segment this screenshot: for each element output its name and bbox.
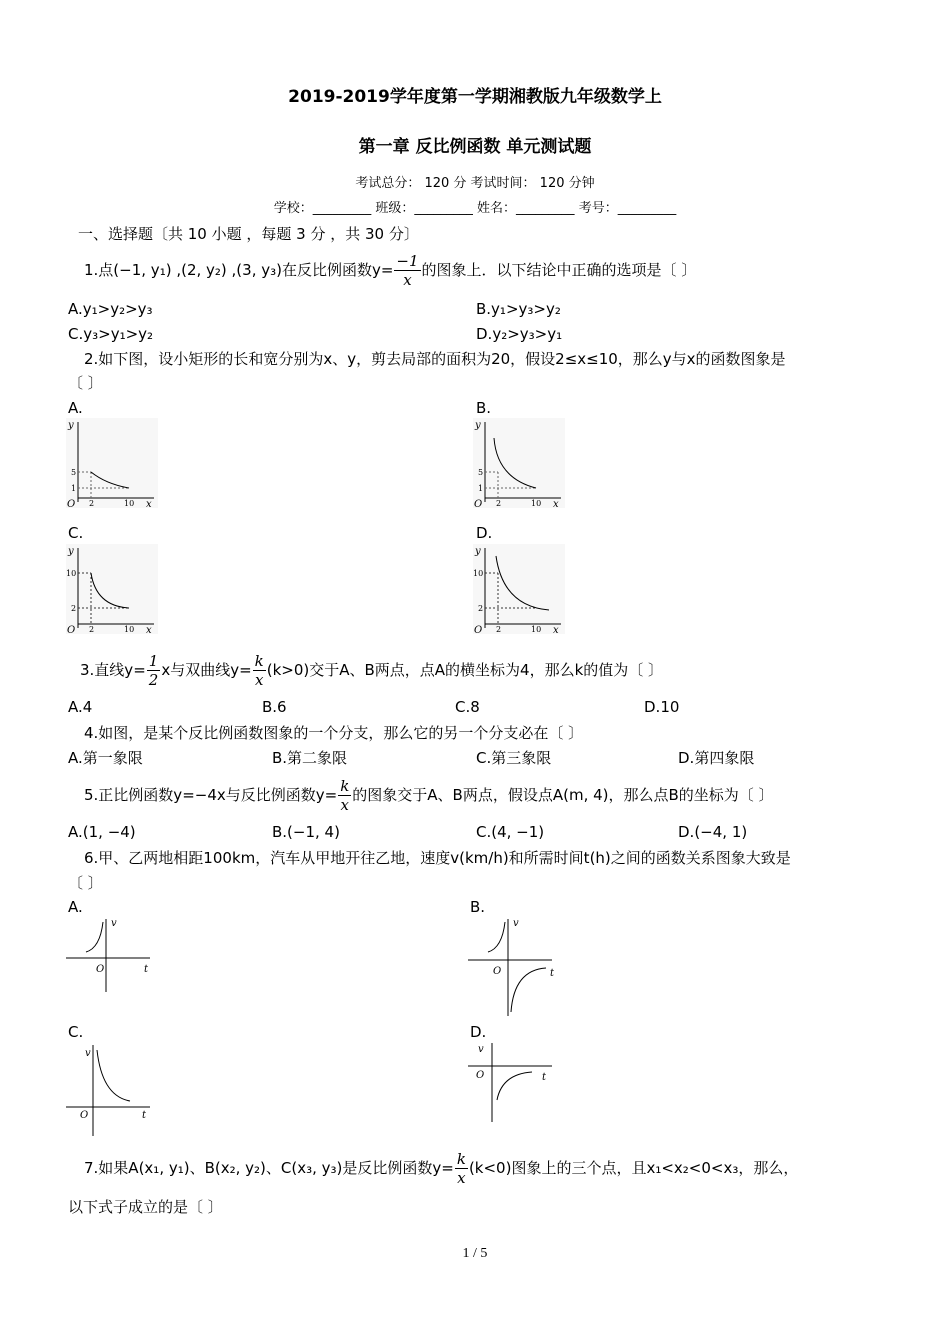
question-7 [84, 1149, 798, 1187]
q6-graph-c [66, 1040, 156, 1138]
svg-text:y: y [68, 420, 74, 431]
q1-option-b: B.y₁>y₃>y₂ [476, 300, 561, 318]
q5-option-a: A.(1, −4) [68, 823, 136, 841]
svg-text:10: 10 [124, 499, 135, 508]
svg-text:2: 2 [71, 604, 77, 613]
svg-text:t: t [144, 964, 149, 975]
q1-option-c: C.y₃>y₁>y₂ [68, 325, 154, 343]
svg-text:O: O [476, 1070, 485, 1081]
q6-label-d: D. [470, 1023, 487, 1041]
svg-text:O: O [493, 966, 502, 977]
q6-graph-d [468, 1040, 558, 1124]
q2-graph-a [66, 418, 158, 508]
fraction [253, 652, 266, 689]
svg-text:x: x [146, 625, 152, 634]
numerator: k [254, 652, 264, 670]
q2-label-c: C. [68, 524, 84, 542]
svg-text:x: x [146, 499, 152, 508]
denominator: x [340, 796, 349, 814]
exam-info: 考试总分： 120 分 考试时间： 120 分钟 [355, 176, 595, 191]
numerator: k [456, 1150, 466, 1168]
svg-text:t: t [542, 1072, 547, 1083]
denominator: 2 [148, 671, 159, 689]
student-info: 学校：_________ 班级：_________ 姓名：_________ 考号：_________ [273, 201, 677, 216]
q3-text-mid: x与双曲线y= [161, 661, 252, 679]
q3-option-a: A.4 [68, 698, 93, 716]
denominator: x [403, 271, 412, 289]
fraction [338, 777, 351, 814]
q5-option-c: C.(4, −1) [476, 823, 545, 841]
doc-title: 2019-2019学年度第一学期湘教版九年级数学上 [288, 87, 662, 107]
svg-text:O: O [67, 499, 76, 508]
svg-text:v: v [85, 1048, 91, 1059]
q6-graph-a [66, 914, 156, 994]
numerator: k [340, 777, 350, 795]
q1-option-d: D.y₂>y₃>y₁ [476, 325, 563, 343]
question-5 [84, 776, 774, 814]
question-4: 4.如图，是某个反比例函数图象的一个分支，那么它的另一个分支必在〔 〕 [84, 724, 584, 742]
svg-text:10: 10 [531, 625, 542, 634]
question-6: 6.甲、乙两地相距100km，汽车从甲地开往乙地，速度v(km/h)和所需时间t(h)之间的函数关系图象大致是 [84, 849, 791, 867]
svg-text:v: v [513, 918, 519, 929]
svg-text:y: y [68, 546, 74, 557]
q3-option-d: D.10 [644, 698, 680, 716]
fraction [147, 652, 161, 689]
q3-text: 3.直线y= [80, 661, 146, 679]
q2-graph-d [473, 544, 565, 634]
q7-text-end: (k<0)图象上的三个点，且x₁<x₂<0<x₃，那么， [468, 1159, 799, 1177]
fraction [394, 252, 420, 289]
svg-text:5: 5 [71, 468, 77, 477]
q5-option-b: B.(−1, 4) [272, 823, 340, 841]
svg-text:x: x [553, 625, 559, 634]
svg-text:O: O [474, 499, 483, 508]
svg-text:O: O [96, 964, 105, 975]
svg-text:y: y [475, 546, 481, 557]
section-heading: 一、选择题〔共 10 小题 ，每题 3 分 ，共 30 分〕 [78, 225, 419, 243]
svg-text:O: O [80, 1110, 89, 1121]
svg-text:y: y [475, 420, 481, 431]
q2-label-b: B. [476, 399, 492, 417]
q3-option-b: B.6 [262, 698, 287, 716]
q7-text: 7.如果A(x₁, y₁)、B(x₂, y₂)、C(x₃, y₃)是反比例函数y= [84, 1159, 454, 1177]
svg-text:10: 10 [531, 499, 542, 508]
q5-text: 5.正比例函数y=−4x与反比例函数y= [84, 786, 338, 804]
q4-option-a: A.第一象限 [68, 749, 143, 767]
svg-text:1: 1 [71, 484, 77, 493]
q6-graph-b [468, 914, 558, 1018]
q2-label-d: D. [476, 524, 493, 542]
q6-label-c: C. [68, 1023, 84, 1041]
q1-option-a: A.y₁>y₂>y₃ [68, 300, 153, 318]
numerator: −1 [396, 252, 419, 270]
q4-option-d: D.第四象限 [678, 749, 755, 767]
question-7-line2: 以下式子成立的是〔 〕 [68, 1198, 223, 1216]
question-3 [80, 651, 663, 689]
fraction [455, 1150, 468, 1187]
q2-graph-b [473, 418, 565, 508]
doc-subtitle: 第一章 反比例函数 单元测试题 [358, 137, 592, 157]
question-6-bracket: 〔 〕 [68, 874, 103, 892]
question-2: 2.如下图，设小矩形的长和宽分别为x、y，剪去局部的面积为20，假设2≤x≤10，那么y与x的函数图象是 [84, 350, 786, 368]
svg-text:2: 2 [478, 604, 484, 613]
svg-text:2: 2 [496, 625, 502, 634]
q6-label-b: B. [470, 898, 486, 916]
q1-text-end: 的图象上．以下结论中正确的选项是〔 〕 [421, 261, 697, 279]
q4-option-c: C.第三象限 [476, 749, 552, 767]
svg-text:2: 2 [89, 499, 95, 508]
svg-text:O: O [474, 625, 483, 634]
svg-text:10: 10 [124, 625, 135, 634]
denominator: x [254, 671, 264, 689]
svg-text:v: v [478, 1044, 484, 1055]
q5-option-d: D.(−4, 1) [678, 823, 748, 841]
question-1 [84, 252, 696, 289]
svg-text:t: t [550, 968, 555, 979]
q5-text-end: 的图象交于A、B两点，假设点A(m, 4)，那么点B的坐标为〔 〕 [352, 786, 774, 804]
page-number: 1 / 5 [462, 1246, 488, 1261]
question-2-bracket: 〔 〕 [68, 374, 103, 392]
q6-label-a: A. [68, 898, 83, 916]
q2-graph-c [66, 544, 158, 634]
svg-text:2: 2 [89, 625, 95, 634]
q1-text: 1.点(−1, y₁) ,(2, y₂) ,(3, y₃)在反比例函数y= [84, 261, 394, 279]
svg-text:10: 10 [66, 569, 77, 578]
svg-text:O: O [67, 625, 76, 634]
svg-text:1: 1 [478, 484, 484, 493]
q3-option-c: C.8 [455, 698, 480, 716]
svg-text:t: t [142, 1110, 147, 1121]
numerator: 1 [148, 652, 159, 670]
q3-text-end: (k>0)交于A、B两点，点A的横坐标为4，那么k的值为〔 〕 [266, 661, 664, 679]
svg-text:x: x [553, 499, 559, 508]
q2-label-a: A. [68, 399, 83, 417]
svg-text:10: 10 [473, 569, 484, 578]
denominator: x [457, 1169, 466, 1187]
q4-option-b: B.第二象限 [272, 749, 348, 767]
svg-text:v: v [111, 918, 117, 929]
svg-text:2: 2 [496, 499, 502, 508]
svg-text:5: 5 [478, 468, 484, 477]
